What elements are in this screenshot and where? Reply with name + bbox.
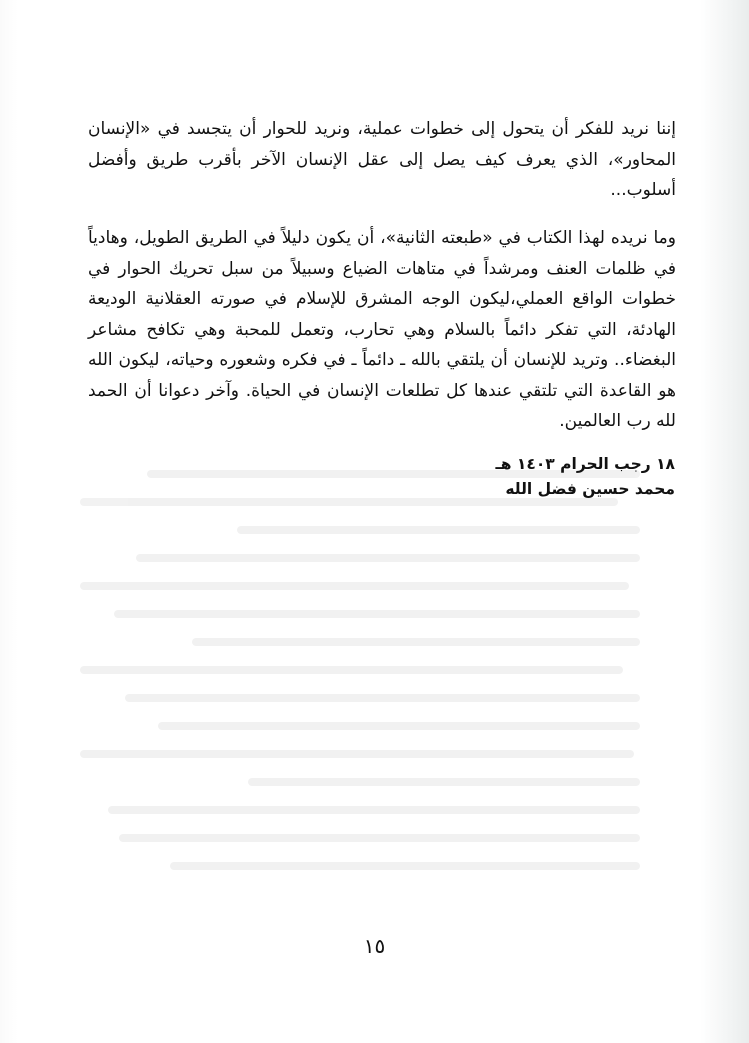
paragraph-2: وما نريده لهذا الكتاب في «طبعته الثانية»، أن يكون دليلاً في الطريق الطويل، وهادياً في ظلمات العنف ومرشداً في متاهات الضياع وسبيلاً من سبل تحريك الحوار في خطوات الواقع العملي،ليكون الوجه المشرق للإسلام في صورته العقلانية الوديعة الهادئة، التي تفكر دائماً بالسلام وهي تحارب، وتعمل للمحبة وهي تكافح مشاعر البغضاء.. وتريد للإنسان أن يلتقي بالله ـ دائماً ـ في فكره وشعوره وحياته، ليكون الله هو القاعدة التي تلتقي عندها كل تطلعات الإنسان في الحياة. وآخر دعوانا أن الحمد لله رب العالمين. [88,228,676,431]
signature-name: محمد حسين فضل الله [505,480,675,498]
show-through-text [80,470,640,940]
page-number: ١٥ [363,934,386,958]
signature-date: ١٨ رجب الحرام ١٤٠٣ هـ [495,455,675,473]
paragraph-1: إننا نريد للفكر أن يتحول إلى خطوات عملية، ونريد للحوار أن يتجسد في «الإنسان المحاور»، الذي يعرف كيف يصل إلى عقل الإنسان الآخر بأقرب طريق وأفضل أسلوب... [88,119,676,200]
